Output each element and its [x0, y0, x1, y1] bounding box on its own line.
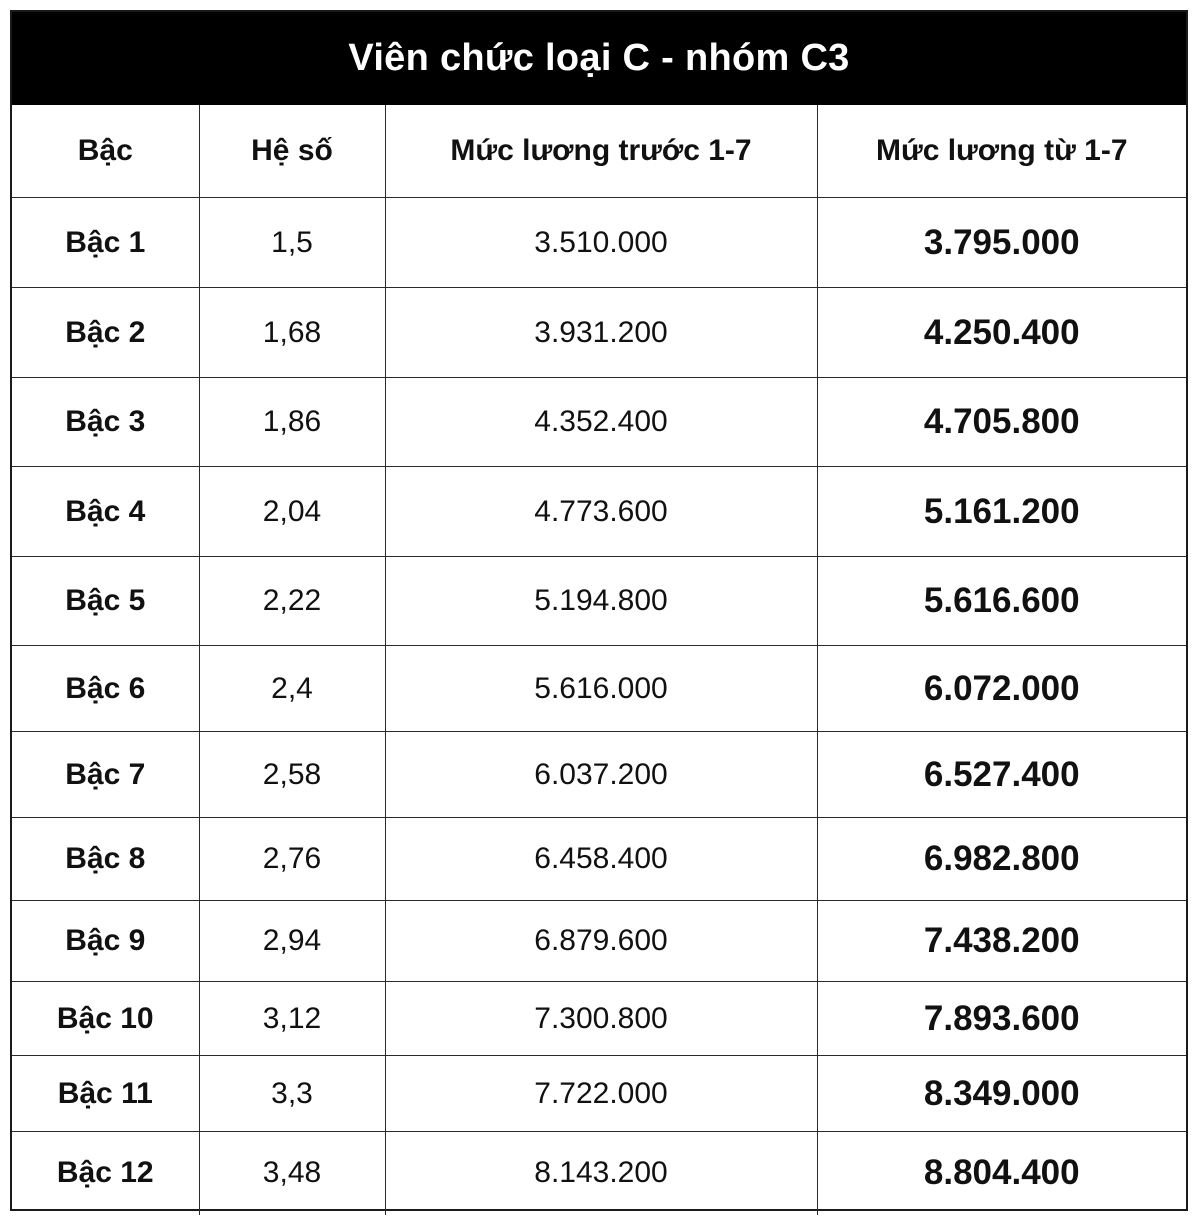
table-row — [12, 1132, 1186, 1215]
cell-salary-after: 3.795.000 — [817, 198, 1186, 288]
cell-salary-after: 6.982.800 — [817, 818, 1186, 901]
cell-rank: Bậc 12 — [12, 1132, 199, 1215]
cell-coefficient: 1,5 — [199, 198, 385, 288]
cell-salary-before: 6.458.400 — [385, 818, 817, 901]
cell-salary-after: 8.804.400 — [817, 1132, 1186, 1215]
cell-rank: Bậc 10 — [12, 982, 199, 1056]
cell-salary-before: 6.879.600 — [385, 901, 817, 982]
cell-salary-before: 8.143.200 — [385, 1132, 817, 1215]
salary-table — [12, 105, 1186, 1215]
cell-coefficient: 2,04 — [199, 467, 385, 557]
cell-salary-after: 5.161.200 — [817, 467, 1186, 557]
cell-salary-before: 6.037.200 — [385, 732, 817, 818]
cell-salary-before: 5.616.000 — [385, 646, 817, 732]
cell-coefficient: 2,58 — [199, 732, 385, 818]
cell-rank: Bậc 2 — [12, 288, 199, 378]
header-salary-after: Mức lương từ 1-7 — [817, 105, 1186, 198]
cell-rank: Bậc 9 — [12, 901, 199, 982]
table-row — [12, 646, 1186, 732]
table-row — [12, 378, 1186, 467]
cell-salary-after: 7.438.200 — [817, 901, 1186, 982]
table-row — [12, 732, 1186, 818]
cell-coefficient: 2,22 — [199, 557, 385, 646]
cell-salary-after: 4.705.800 — [817, 378, 1186, 467]
cell-coefficient: 2,76 — [199, 818, 385, 901]
cell-rank: Bậc 6 — [12, 646, 199, 732]
cell-salary-before: 7.300.800 — [385, 982, 817, 1056]
cell-rank: Bậc 1 — [12, 198, 199, 288]
cell-coefficient: 3,12 — [199, 982, 385, 1056]
cell-rank: Bậc 5 — [12, 557, 199, 646]
table-row — [12, 901, 1186, 982]
cell-coefficient: 2,94 — [199, 901, 385, 982]
cell-salary-before: 5.194.800 — [385, 557, 817, 646]
header-salary-before: Mức lương trước 1-7 — [385, 105, 817, 198]
cell-coefficient: 2,4 — [199, 646, 385, 732]
cell-rank: Bậc 8 — [12, 818, 199, 901]
table-row — [12, 982, 1186, 1056]
cell-rank: Bậc 4 — [12, 467, 199, 557]
cell-salary-before: 3.931.200 — [385, 288, 817, 378]
header-rank: Bậc — [12, 105, 199, 198]
cell-salary-before: 4.773.600 — [385, 467, 817, 557]
cell-salary-after: 7.893.600 — [817, 982, 1186, 1056]
table-row — [12, 1056, 1186, 1132]
salary-table-sheet — [10, 10, 1188, 1211]
table-row — [12, 818, 1186, 901]
table-body — [12, 198, 1186, 1215]
cell-coefficient: 3,48 — [199, 1132, 385, 1215]
cell-rank: Bậc 11 — [12, 1056, 199, 1132]
table-row — [12, 198, 1186, 288]
cell-coefficient: 1,86 — [199, 378, 385, 467]
cell-rank: Bậc 7 — [12, 732, 199, 818]
cell-salary-before: 3.510.000 — [385, 198, 817, 288]
header-coefficient: Hệ số — [199, 105, 385, 198]
header-row — [12, 105, 1186, 198]
cell-salary-after: 6.527.400 — [817, 732, 1186, 818]
table-title: Viên chức loại C - nhóm C3 — [12, 12, 1186, 105]
cell-salary-after: 5.616.600 — [817, 557, 1186, 646]
cell-salary-before: 7.722.000 — [385, 1056, 817, 1132]
cell-coefficient: 3,3 — [199, 1056, 385, 1132]
table-row — [12, 467, 1186, 557]
cell-salary-after: 8.349.000 — [817, 1056, 1186, 1132]
cell-coefficient: 1,68 — [199, 288, 385, 378]
cell-rank: Bậc 3 — [12, 378, 199, 467]
cell-salary-before: 4.352.400 — [385, 378, 817, 467]
cell-salary-after: 6.072.000 — [817, 646, 1186, 732]
table-row — [12, 288, 1186, 378]
cell-salary-after: 4.250.400 — [817, 288, 1186, 378]
table-row — [12, 557, 1186, 646]
